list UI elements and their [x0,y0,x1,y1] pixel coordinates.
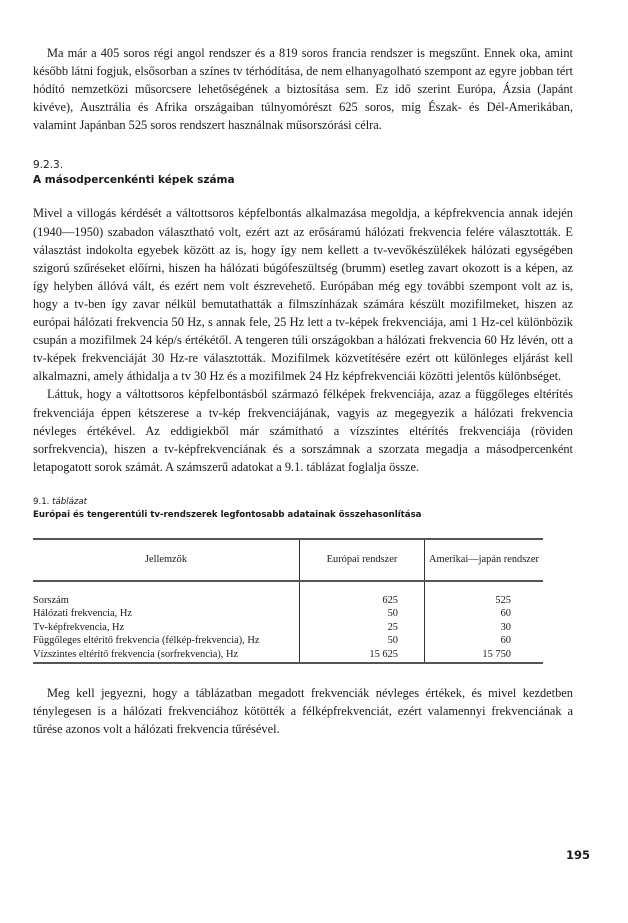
table-caption [33,496,573,522]
table-number-line [33,496,573,509]
table-number: 9.1. [33,496,50,507]
table-label: táblázat [52,496,88,507]
table-row [33,607,543,620]
comparison-table [33,538,543,664]
page-content [33,44,573,738]
page-number: 195 [565,848,590,862]
table-row [33,648,543,663]
row-label: Vízszintes eltérítő frekvencia (sorfrekvencia), Hz [33,648,300,663]
row-american-value: 15 750 [425,648,544,663]
body-paragraph-2: Láttuk, hogy a váltottsoros képfelbontásból származó félképek frekvenciája, azaz a függőleges eltérítés frekvenciája éppen kétszerese a tv-kép frekvenciájának, vagyis az megegyezik a hálózati frekvencia névleges értékével. Az eddigiekből már számítható a vízszintes eltérítés frekvenciája (röviden sorfrekvencia), hiszen a tv-képfrekvenciának és a sorszámnak a szorzata megadja a másodpercenként letapogatott sorok számát. A számszerű adatokat a 9.1. táblázat foglalja össze. [33,387,573,474]
closing-paragraph: Meg kell jegyezni, hogy a táblázatban megadott frekvenciák névleges értékek, és mivel kezdetben ténylegesen is a hálózati frekvenciához kötötték a félképfrekvenciát, ezért valamennyi frekvenciának a tűrése azonos volt a hálózati frekvencia tűrésével. [33,685,573,737]
table-title: Európai és tengerentúli tv-rendszerek legfontosabb adatainak összehasonlítása [33,509,422,520]
table-row [33,634,543,647]
row-american-value: 525 [425,594,544,607]
row-european-value: 50 [300,607,425,620]
row-european-value: 50 [300,634,425,647]
intro-paragraph: Ma már a 405 soros régi angol rendszer és a 819 soros francia rendszer is megszűnt. Ennek oka, amint később látni fogjuk, elsősorban a színes tv térhódítása, de nem elhanyagolható szempont az egyre jobban tért hódító nemzetközi műsorcsere lehetőségének a biztosítása sem. Ez idő szerint Európa, Ázsia (Japánt kivéve), Ausztrália és Afrika országaiban túlnyomórészt 625 soros, míg Észak- és Dél-Amerikában, valamint Japánban 525 soros rendszert használnak műsorszórási célra. [33,46,573,133]
row-label: Tv-képfrekvencia, Hz [33,621,125,633]
table-header-row [33,539,543,581]
row-american-value: 30 [425,621,544,634]
section-heading [33,158,573,188]
body-paragraph-1: Mivel a villogás kérdését a váltottsoros képfelbontás alkalmazása megoldja, a képfrekvencia annak idején (1940—1950) szabadon választható volt, ezért azt az erősáramú hálózati frekvencia felére választották. E választást indokolta egyebek között az is, hogy így nem kellett a tv-vevőkészülékek hálózati egységében szigorú szűréseket előírni, hiszen ha hálózati búgófeszültség (brumm) esetleg zavart okozott is a képen, az így helyben állóvá vált, és ezért nem volt észrevehető. Európában még egy további szempont volt az is, hogy a tv-ben így zavar nélkül bemutathatták a filmszínházak számára készült mozifilmeket, hiszen az európai hálózati frekvencia 50 Hz, s annak fele, 25 Hz lett a tv-képek frekvenciája, ami 1 Hz-cel különbözik csupán a mozifilmek 24 kép/s értékétől. A tengeren túli országokban a hálózati frekvencia 60 Hz lévén, ott a tv-képek frekvenciáját 30 Hz-re választották. Mozifilmek közvetítésére ezért ott különleges eljárást kell alkalmazni, amely áthidalja a tv 30 Hz és a mozifilmek 24 Hz képfrekvenciái közötti jelentős különbséget. [33,206,573,384]
header-characteristics: Jellemzők [33,539,300,581]
row-label: Függőleges eltérítő frekvencia (félkép-frekvencia), Hz [33,635,260,647]
section-number: 9.2.3. [33,159,64,172]
row-american-value: 60 [425,607,544,620]
row-european-value: 625 [300,594,425,607]
table-row [33,621,543,634]
header-american-japanese: Amerikai—japán rendszer [425,539,544,581]
row-european-value: 25 [300,621,425,634]
row-label: Sorszám [33,594,69,606]
table-row [33,594,543,607]
row-label: Hálózati frekvencia, Hz [33,608,132,620]
header-european: Európai rendszer [300,539,425,581]
row-european-value: 15 625 [300,648,425,663]
section-title: A másodpercenkénti képek száma [33,174,235,187]
row-american-value: 60 [425,634,544,647]
